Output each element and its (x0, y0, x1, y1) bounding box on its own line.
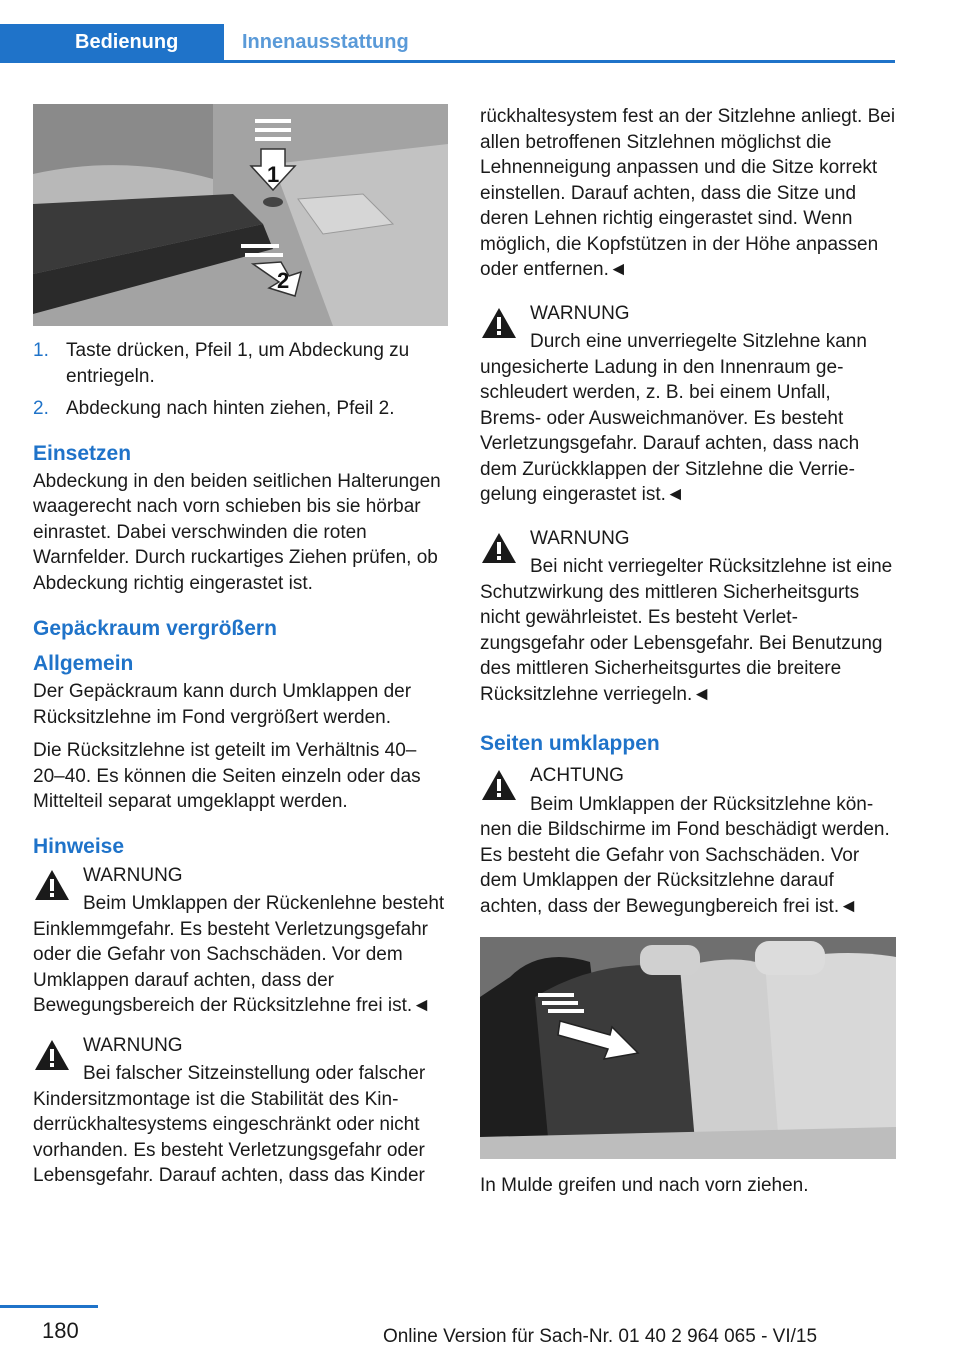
warning-text: Beim Umklappen der Rückenlehne besteht Einklemmgefahr. Es besteht Verletzungsgefahr oder die Gefahr von Sachschäden. Vor dem Umklappen darauf achten, dass der Bewegungsbereich der Rücksitzlehne frei ist.◄ (33, 893, 445, 1016)
rear-seat-graphic (480, 937, 896, 1159)
arrow-label-2: 2 (277, 268, 290, 293)
page-number: 180 (42, 1318, 79, 1343)
header-divider (0, 60, 895, 63)
caution-text: Beim Umklappen der Rücksitzlehne können die Bildschirme im Fond beschädigt werden. Es besteht die Gefahr von Sachschäden. Vor dem Umklappen der Rücksitzlehne darauf achten, dass der Bewegungbereich frei ist.◄ (480, 793, 890, 917)
step-2 (33, 396, 448, 422)
warning-text: Bei nicht verriegelter Rücksitzlehne ist eine Schutzwirkung des mittleren Sicherheitsgurts nicht gewährleistet. Es besteht Verletzungsgefahr oder Lebensgefahr. Bei Benutzung des mittleren Sicherheitsgurtes die breitere Rücksitzlehne verriegeln.◄ (480, 556, 893, 705)
step-text: Abdeckung nach hinten ziehen, Pfeil 2. (66, 398, 395, 419)
warning-triangle-icon (33, 868, 71, 902)
tab-innenausstattung[interactable]: Innenausstattung (242, 31, 409, 53)
warning-block-4 (480, 526, 896, 708)
rear-seat-illustration (480, 937, 896, 1159)
left-column (33, 104, 448, 1193)
caution-block (480, 763, 896, 919)
heading-gepaeckraum: Gepäckraum vergrößern (33, 617, 277, 640)
allgemein-paragraph-2: Die Rücksitzlehne ist geteilt im Verhältnis 40–20–40. Es können die Seiten einzeln oder das Mittelteil separat umgeklappt werden. (33, 740, 421, 812)
cover-release-illustration (33, 104, 448, 326)
warning-triangle-icon (480, 768, 518, 802)
heading-seiten-umklappen: Seiten umklappen (480, 732, 660, 755)
warning-text: Bei falscher Sitzeinstellung oder falscher Kindersitzmontage ist die Stabilität des Kinderrückhaltesystems eingeschränkt oder nicht vorhanden. Es besteht Verletzungsgefahr oder Lebensgefahr. Darauf achten, dass das Kinder (33, 1063, 426, 1186)
warning-text: Durch eine unverriegelte Sitzlehne kann ungesicherte Ladung in den Innenraum geschleudert werden, z. B. bei einem Unfall, Brems- oder Ausweichmanöver. Es besteht Verletzungsgefahr. Darauf achten, dass nach dem Zurückklappen der Sitzlehne die Verriegelung eingerastet ist.◄ (480, 331, 867, 505)
figure-caption: In Mulde greifen und nach vorn ziehen. (480, 1175, 809, 1196)
caution-title: ACHTUNG (530, 765, 624, 786)
page-header (0, 0, 960, 62)
online-version-note: Online Version für Sach-Nr. 01 40 2 964 065 - VI/15 (382, 1326, 818, 1347)
tab-bedienung[interactable]: Bedienung (0, 24, 224, 62)
step-number: 1. (33, 340, 49, 361)
warning-block-3 (480, 301, 896, 508)
warning-title: WARNUNG (530, 527, 630, 549)
step-number: 2. (33, 398, 49, 419)
heading-einsetzen: Einsetzen (33, 441, 132, 465)
allgemein-paragraph-1: Der Gepäckraum kann durch Umklappen der Rücksitzlehne im Fond vergrößert werden. (33, 681, 412, 728)
warning-title: WARNUNG (530, 302, 630, 324)
warning-title: WARNUNG (83, 864, 183, 886)
step-1 (33, 338, 448, 389)
arrow-label-1: 1 (267, 162, 280, 187)
heading-allgemein: Allgemein (33, 652, 134, 675)
warning-triangle-icon (480, 531, 518, 565)
warning-block-1 (33, 863, 448, 1019)
warning-title: WARNUNG (83, 1034, 183, 1056)
cover-illustration-graphic (33, 104, 448, 326)
footer-divider (0, 1305, 98, 1308)
step-text: Taste drücken, Pfeil 1, um Abdeckung zu entriegeln. (66, 340, 410, 387)
continued-text: rückhaltesystem fest an der Sitzlehne anliegt. Bei allen betroffenen Sitzlehnen möglichst die Lehnenneigung anpassen und die Sitze korrekt einstellen. Darauf achten, dass die Sitze und deren Lehnen richtig eingerastet sind. Wenn möglich, die Kopfstützen in der Höhe anpassen oder entfernen.◄ (480, 106, 896, 280)
warning-block-2 (33, 1033, 448, 1189)
warning-triangle-icon (33, 1038, 71, 1072)
einsetzen-text: Abdeckung in den beiden seitlichen Halterungen waagerecht nach vorn schieben bis sie hörbar einrastet. Dabei verschwinden die roten Warnfelder. Durch ruckartiges Ziehen prüfen, ob Abdeckung richtig eingerastet ist. (33, 470, 441, 594)
right-column (480, 104, 896, 1199)
heading-hinweise: Hinweise (33, 834, 125, 858)
warning-triangle-icon (480, 306, 518, 340)
